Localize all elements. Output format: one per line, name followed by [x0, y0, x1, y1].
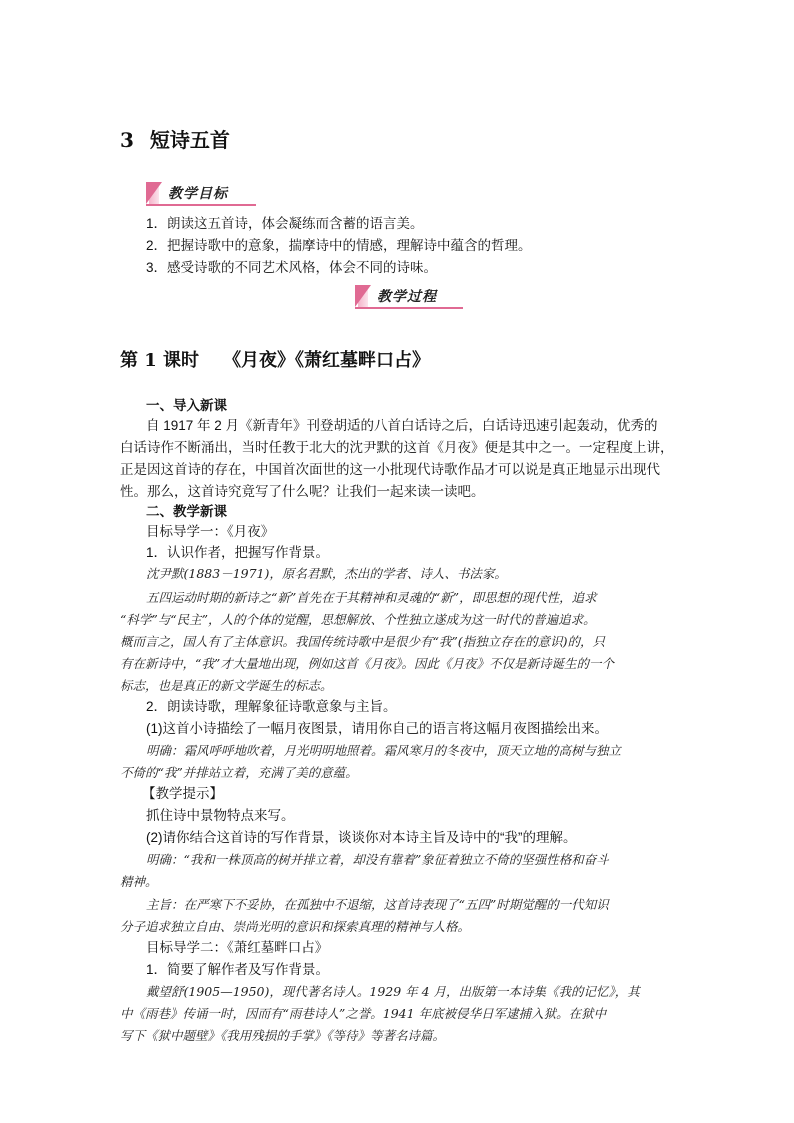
intro-line: 自 1917 年 2 月《新青年》刊登胡适的八首白话诗之后，白话诗迅速引起轰动，优秀的 [146, 418, 658, 433]
question-2: 2．朗读诗歌，理解象征诗歌意象与主旨。 [146, 699, 397, 714]
goal-item: 1．朗读这五首诗，体会凝练而含蓄的语言美。 [146, 216, 424, 231]
section-title [120, 346, 430, 372]
author-two-line: 写下《狱中题壁》《我用残损的手掌》《等待》等著名诗篇。 [120, 1028, 446, 1043]
tip-text: 抓住诗中景物特点来写。 [146, 808, 295, 823]
background-line: 有在新诗中，“我”才大量地出现，例如这首《月夜》。因此《月夜》不仅是新诗诞生的一个 [120, 656, 615, 671]
process-banner-label: 教学过程 [377, 289, 437, 305]
background-line: 概而言之，国人有了主体意识。我国传统诗歌中是很少有“我”(指独立存在的意识)的，只 [120, 634, 606, 649]
intro-line: 白话诗作不断涌出，当时任教于北大的沈尹默的这首《月夜》便是其中之一。一定程度上讲， [120, 440, 674, 455]
background-line: 五四运动时期的新诗之“新”首先在于其精神和灵魂的“新”，即思想的现代性，追求 [146, 590, 597, 605]
question-2b: (2)请你结合这首诗的写作背景，谈谈你对本诗主旨及诗中的“我”的理解。 [146, 830, 577, 845]
theme-line: 主旨：在严寒下不妥协，在孤独中不退缩，这首诗表现了“五四”时期觉醒的一代知识 [146, 897, 609, 912]
answer-line: 精神。 [120, 874, 158, 889]
lesson-number: 3 [120, 128, 134, 152]
poem-titles: 《月夜》《萧红墓畔口占》 [223, 350, 431, 371]
answer-line: 不倚的“我”并排站立着，充满了美的意蕴。 [120, 765, 358, 780]
question-3: 1．简要了解作者及写作背景。 [146, 962, 330, 977]
goals-banner [146, 182, 256, 206]
target-two: 目标导学二：《萧红墓畔口占》 [146, 940, 329, 955]
intro-line: 性。那么，这首诗究竟写了什么呢？让我们一起来读一读吧。 [120, 484, 485, 499]
question-1: 1．认识作者，把握写作背景。 [146, 545, 330, 560]
answer-line: 明确：霜风呼呼地吹着，月光明明地照着。霜风寒月的冬夜中，顶天立地的高树与独立 [146, 743, 622, 758]
question-2a: (1)这首小诗描绘了一幅月夜图景，请用你自己的语言将这幅月夜图描绘出来。 [146, 721, 608, 736]
target-one: 目标导学一：《月夜》 [146, 524, 275, 539]
author-two-line: 中《雨巷》传诵一时，因而有“雨巷诗人”之誉。1941 年底被侵华日军逮捕入狱。在狱中 [120, 1006, 607, 1021]
background-line: “科学”与“民主”，人的个体的觉醒，思想解放、个性独立遂成为这一时代的普遍追求。 [120, 612, 596, 627]
intro-line: 正是因这首诗的存在，中国首次面世的这一小批现代诗歌作品才可以说是真正地显示出现代 [120, 462, 660, 477]
author-two-line: 戴望舒(1905—1950)，现代著名诗人。1929 年 4 月，出版第一本诗集《我的记忆》，其 [146, 984, 640, 999]
heading-new-lesson: 二、教学新课 [146, 504, 227, 519]
heading-intro: 一、导入新课 [146, 398, 227, 413]
tip-title: 【教学提示】 [142, 786, 223, 801]
answer-line: 明确：“我和一株顶高的树并排立着，却没有靠着”象征着独立不倚的坚强性格和奋斗 [146, 852, 609, 867]
theme-line: 分子追求独立自由、崇尚光明的意识和探索真理的精神与人格。 [120, 919, 471, 934]
goal-item: 3．感受诗歌的不同艺术风格，体会不同的诗味。 [146, 260, 438, 275]
period-label: 第 1 课时 [120, 350, 200, 371]
lesson-title-text: 短诗五首 [149, 128, 230, 152]
process-banner [355, 285, 463, 309]
lesson-title [120, 124, 230, 153]
author-note: 沈尹默(1883－1971)，原名君默，杰出的学者、诗人、书法家。 [146, 566, 507, 581]
goals-banner-label: 教学目标 [168, 186, 228, 202]
goal-item: 2．把握诗歌中的意象，揣摩诗中的情感，理解诗中蕴含的哲理。 [146, 238, 532, 253]
background-line: 标志，也是真正的新文学诞生的标志。 [120, 678, 333, 693]
